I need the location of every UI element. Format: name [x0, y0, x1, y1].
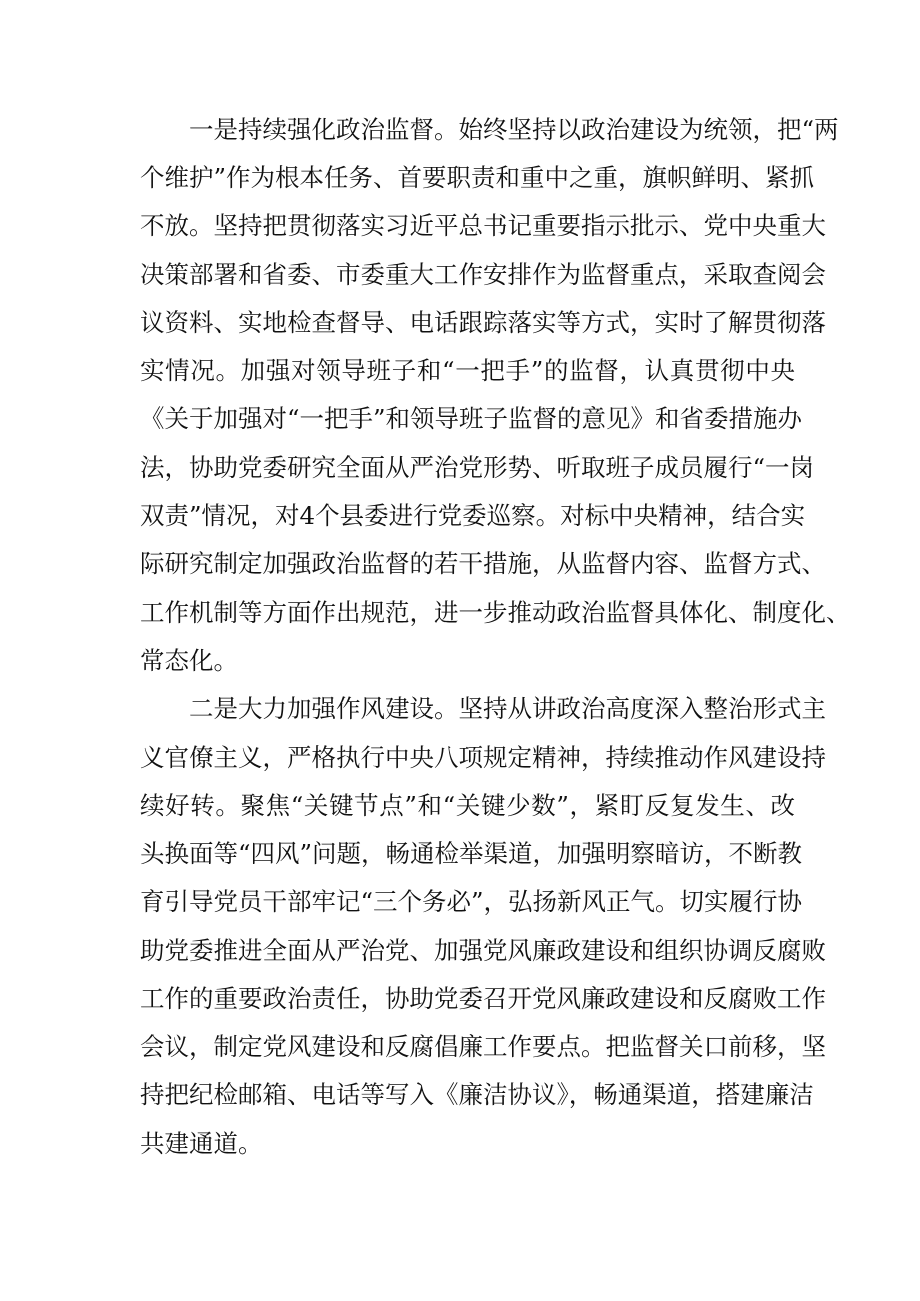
paragraph-1-line-6: 实情况。加强对领导班子和“一把手”的监督，认真贯彻中央 — [140, 356, 795, 385]
paragraph-1-line-4: 决策部署和省委、市委重大工作安排作为监督重点，采取查阅会 — [140, 260, 826, 289]
paragraph-1-line-2: 个维护”作为根本任务、首要职责和重中之重，旗帜鲜明、紧抓 — [140, 163, 815, 192]
paragraph-1-line-12: 常态化。 — [140, 646, 238, 675]
paragraph-2-line-1: 二是大力加强作风建设。坚持从讲政治高度深入整治形式主 — [189, 694, 826, 723]
paragraph-2-line-2: 义官僚主义，严格执行中央八项规定精神，持续推动作风建设持 — [140, 743, 826, 772]
paragraph-2-line-3: 续好转。聚焦“关键节点”和“关键少数”，紧盯反复发生、改 — [140, 791, 795, 820]
paragraph-2-line-7: 工作的重要政治责任，协助党委召开党风廉政建设和反腐败工作 — [140, 984, 826, 1013]
paragraph-1-line-11: 工作机制等方面作出规范，进一步推动政治监督具体化、制度化、 — [140, 598, 851, 627]
paragraph-1-line-9: 双责”情况，对4个县委进行党委巡察。对标中央精神，结合实 — [140, 501, 806, 530]
paragraph-2-line-9: 持把纪检邮箱、电话等写入《廉洁协议》，畅通渠道，搭建廉洁 — [140, 1080, 814, 1109]
paragraph-2-line-4: 头换面等“四风”问题，畅通检举渠道，加强明察暗访，不断教 — [140, 839, 803, 868]
paragraph-2-line-6: 助党委推进全面从严治党、加强党风廉政建设和组织协调反腐败 — [140, 936, 826, 965]
paragraph-1-line-3: 不放。坚持把贯彻落实习近平总书记重要指示批示、党中央重大 — [140, 211, 826, 240]
paragraph-1-line-8: 法，协助党委研究全面从严治党形势、听取班子成员履行“一岗 — [140, 453, 815, 482]
paragraph-2-line-8: 会议，制定党风建设和反腐倡廉工作要点。把监督关口前移，坚 — [140, 1032, 826, 1061]
paragraph-1-line-5: 议资料、实地检查督导、电话跟踪落实等方式，实时了解贯彻落 — [140, 308, 826, 337]
paragraph-1-line-10: 际研究制定加强政治监督的若干措施，从监督内容、监督方式、 — [140, 549, 826, 578]
paragraph-1-line-1: 一是持续强化政治监督。始终坚持以政治建设为统领，把“两 — [189, 115, 839, 144]
paragraph-2-line-10: 共建通道。 — [140, 1129, 263, 1158]
paragraph-2-line-5: 育引导党员干部牢记“三个务必”，弘扬新风正气。切实履行协 — [140, 887, 803, 916]
paragraph-1-line-7: 《关于加强对“一把手”和领导班子监督的意见》和省委措施办 — [140, 404, 803, 433]
